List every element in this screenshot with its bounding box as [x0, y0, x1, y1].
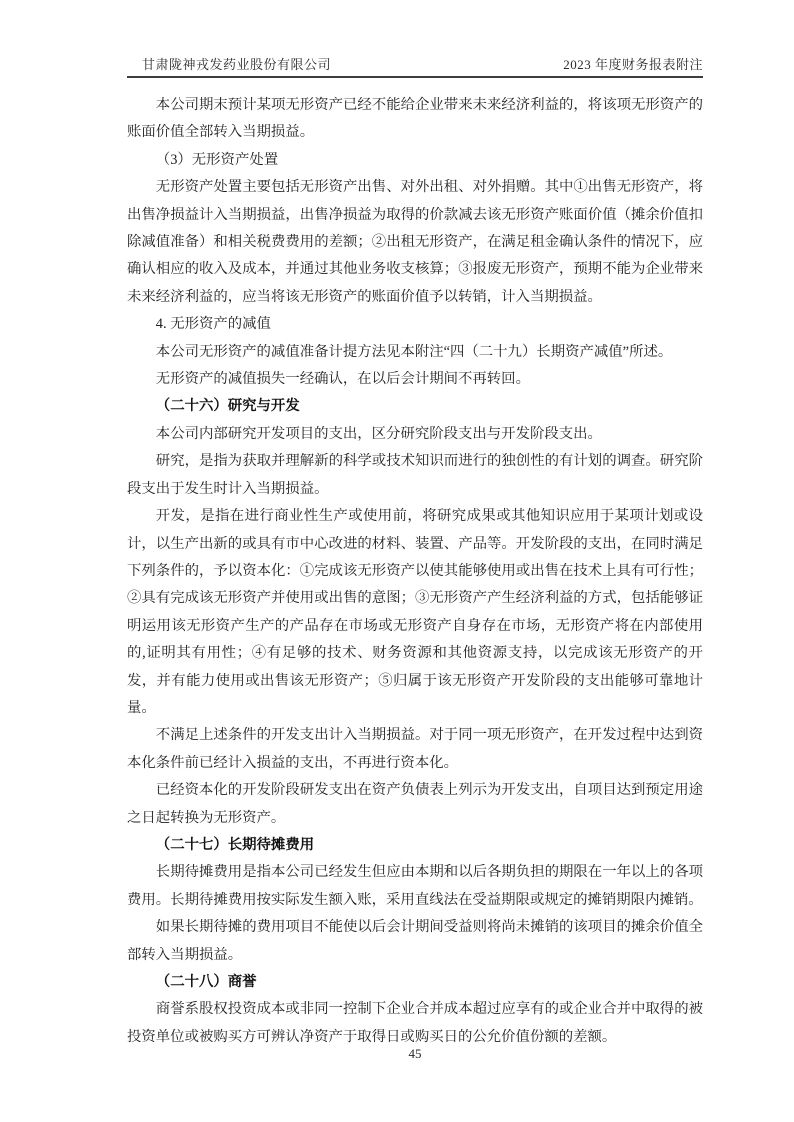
paragraph: 长期待摊费用是指本公司已经发生但应由本期和以后各期负担的期限在一年以上的各项费用。长期待摊费用按实际发生额入账，采用直线法在受益期限或规定的摊销期限内摊销。: [127, 864, 703, 908]
paragraph: 不满足上述条件的开发支出计入当期损益。对于同一项无形资产，在开发过程中达到资本化条件前已经计入损益的支出，不再进行资本化。: [127, 727, 703, 771]
paragraph: 无形资产处置主要包括无形资产出售、对外出租、对外捐赠。其中①出售无形资产，将出售净损益计入当期损益，出售净损益为取得的价款减去该无形资产账面价值（摊余价值扣除减值准备）和相关税费费用的差额；②出租无形资产，在满足租金确认条件的情况下，应确认相应的收入及成本，并通过其他业务收支核算；③报废无形资产，预期不能为企业带来未来经济利益的，应当将该无形资产的账面价值予以转销，计入当期损益。: [127, 179, 703, 305]
paragraph: 无形资产的减值损失一经确认，在以后会计期间不再转回。: [155, 371, 530, 388]
paragraph: 如果长期待摊的费用项目不能使以后会计期间受益则将尚未摊销的该项目的摊余价值全部转入当期损益。: [127, 919, 703, 963]
sub-heading: （3）无形资产处置: [155, 151, 279, 168]
paragraph: 研究，是指为获取并理解新的科学或技术知识而进行的独创性的有计划的调查。研究阶段支出于发生时计入当期损益。: [127, 453, 703, 497]
page-header: [127, 56, 703, 78]
paragraph: 本公司无形资产的减值准备计提方法见本附注“四（二十九）长期资产减值”所述。: [155, 343, 673, 360]
paragraph: 本公司内部研究开发项目的支出，区分研究阶段支出与开发阶段支出。: [155, 425, 602, 442]
page-number: 45: [408, 1046, 422, 1061]
paragraph: 本公司期末预计某项无形资产已经不能给企业带来未来经济利益的，将该项无形资产的账面价值全部转入当期损益。: [127, 97, 703, 141]
page-body: [127, 92, 703, 1051]
section-heading: （二十八）商誉: [155, 974, 257, 990]
section-heading: （二十六）研究与开发: [155, 398, 300, 415]
company-name: 甘肃陇神戎发药业股份有限公司: [142, 57, 332, 72]
paragraph: 开发，是指在进行商业性生产或使用前，将研究成果或其他知识应用于某项计划或设计，以生产出新的或具有市中心改进的材料、装置、产品等。开发阶段的支出，在同时满足下列条件的，予以资本化：①完成该无形资产以使其能够使用或出售在技术上具有可行性；②具有完成该无形资产并使用或出售的意图；③无形资产产生经济利益的方式，包括能够证明运用该无形资产生产的产品存在市场或无形资产自身存在市场，无形资产将在内部使用的,证明其有用性；④有足够的技术、财务资源和其他资源支持，以完成该无形资产的开发，并有能力使用或出售该无形资产；⑤归属于该无形资产开发阶段的支出能够可靠地计量。: [127, 508, 703, 716]
section-heading: （二十七）长期待摊费用: [155, 836, 315, 853]
paragraph: 已经资本化的开发阶段研发支出在资产负债表上列示为开发支出，自项目达到预定用途之日起转换为无形资产。: [127, 782, 703, 826]
report-title: 2023 年度财务报表附注: [563, 57, 703, 72]
paragraph: 商誉系股权投资成本或非同一控制下企业合并成本超过应享有的或企业合并中取得的被投资单位或被购买方可辨认净资产于取得日或购买日的公允价值份额的差额。: [127, 1001, 703, 1045]
sub-heading: 4. 无形资产的减值: [155, 316, 271, 333]
page-footer: [127, 1046, 703, 1062]
